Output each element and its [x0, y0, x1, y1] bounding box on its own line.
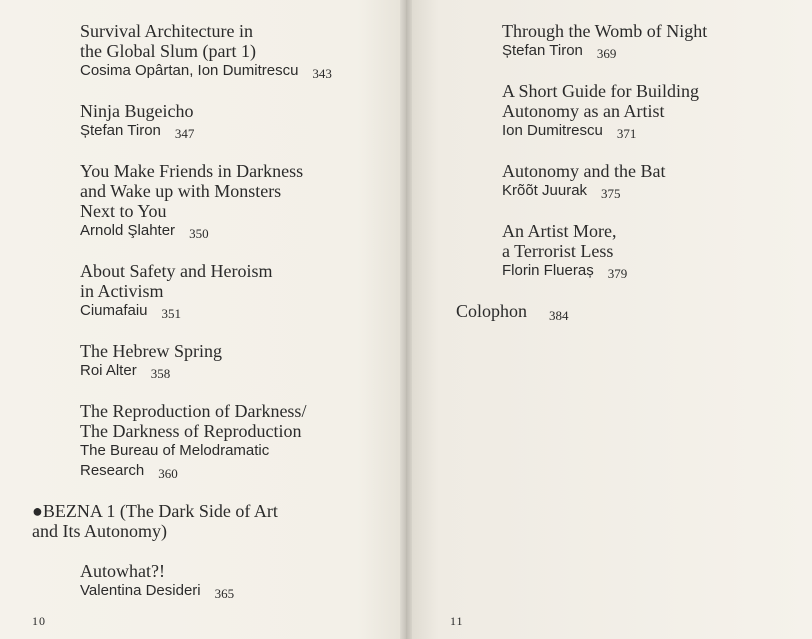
entry-title: Autonomy and the Bat [502, 161, 666, 181]
entry-title: The Hebrew Spring [80, 341, 222, 361]
entry-page-number: 343 [312, 66, 332, 81]
toc-entry [80, 561, 234, 601]
book-spine-shadow [400, 0, 412, 639]
entry-author: Cosima Opârtan, Ion Dumitrescu [80, 62, 299, 79]
toc-entry [80, 161, 303, 241]
entry-title: The Reproduction of Darkness/ The Darkness of Reproduction [80, 401, 307, 441]
toc-entry [502, 161, 665, 201]
toc-entry [80, 341, 222, 381]
entry-author: Krõõt Juurak [502, 182, 588, 199]
colophon-entry [456, 301, 569, 322]
page-folio: 10 [32, 614, 46, 628]
toc-entry [502, 21, 707, 61]
entry-page-number: 379 [607, 266, 628, 281]
entry-author-line1: The Bureau of Melodramatic [80, 442, 270, 459]
entry-author: Ștefan Tiron [80, 122, 161, 139]
entry-page-number: 351 [161, 306, 182, 321]
entry-author: Roi Alter [80, 362, 137, 379]
entry-page-number: 358 [150, 366, 171, 381]
entry-title: Survival Architecture in the Global Slum (part 1) [80, 21, 256, 61]
colophon-page-number: 384 [549, 308, 569, 323]
page-folio: 11 [450, 614, 464, 628]
colophon-label: Colophon [456, 301, 528, 321]
entry-page-number: 375 [601, 186, 621, 201]
entry-title: About Safety and Heroism in Activism [80, 261, 273, 301]
entry-page-number: 360 [158, 466, 178, 481]
entry-page-number: 347 [174, 126, 195, 141]
toc-entry [502, 81, 699, 141]
toc-entry [80, 401, 306, 481]
toc-entry [502, 221, 627, 281]
toc-entry [80, 261, 272, 321]
toc-entry [80, 101, 194, 141]
entry-page-number: 350 [189, 226, 209, 241]
entry-page-number: 371 [616, 126, 637, 141]
entry-author: Ștefan Tiron [502, 42, 583, 59]
entry-title: You Make Friends in Darkness and Wake up with Monsters Next to You [80, 161, 304, 221]
entry-author: Valentina Desideri [80, 582, 201, 599]
entry-title: An Artist More, a Terrorist Less [502, 221, 617, 261]
entry-author: Research [80, 462, 145, 479]
entry-page-number: 369 [596, 46, 617, 61]
right-page [406, 0, 812, 639]
entry-title: Autowhat?! [80, 561, 165, 581]
entry-author: Arnold Şlahter [80, 222, 176, 239]
entry-author: Florin Flueraș [502, 262, 594, 279]
section-heading: ●BEZNA 1 (The Dark Side of Art and Its Autonomy) [32, 501, 278, 541]
entry-title: Through the Womb of Night [502, 21, 708, 41]
entry-title: Ninja Bugeicho [80, 101, 194, 121]
entry-author: Ciumafaiu [80, 302, 148, 319]
entry-page-number: 365 [214, 586, 235, 601]
entry-title: A Short Guide for Building Autonomy as an Artist [502, 81, 699, 121]
entry-author: Ion Dumitrescu [502, 122, 603, 139]
toc-entry [80, 21, 332, 81]
